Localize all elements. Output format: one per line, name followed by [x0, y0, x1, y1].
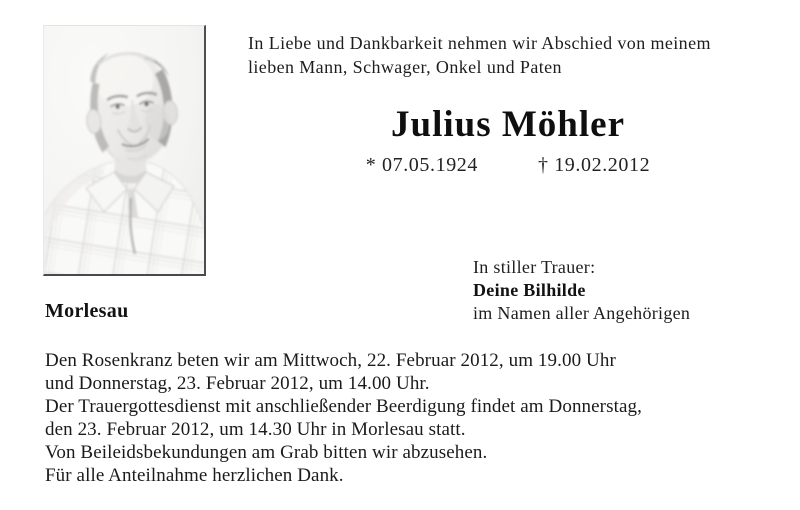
schedule-text: [45, 349, 642, 487]
mourning-heading: In stiller Trauer:: [473, 257, 596, 277]
place-name: Morlesau: [45, 300, 129, 322]
schedule-line-4: den 23. Februar 2012, um 14.30 Uhr in Morlesau statt.: [45, 419, 466, 440]
mourner-name: Deine Bilhilde: [473, 280, 586, 300]
mourning-suffix: im Namen aller Angehörigen: [473, 303, 691, 323]
schedule-line-6: Für alle Anteilnahme herzlichen Dank.: [45, 465, 344, 486]
schedule-line-5: Von Beileidsbekundungen am Grab bitten wir abzusehen.: [45, 442, 488, 463]
schedule-line-3: Der Trauergottesdienst mit anschließender Beerdigung findet am Donnerstag,: [45, 396, 642, 417]
life-dates: [248, 154, 768, 177]
portrait-photo-illustration: [44, 26, 204, 274]
schedule-line-2: und Donnerstag, 23. Februar 2012, um 14.00 Uhr.: [45, 373, 430, 394]
portrait-photo: [43, 25, 206, 276]
mourning-block: [473, 256, 690, 325]
intro-line-2: lieben Mann, Schwager, Onkel und Paten: [248, 57, 562, 77]
intro-text: [248, 31, 711, 79]
birth-date: * 07.05.1924: [365, 154, 478, 176]
schedule-line-1: Den Rosenkranz beten wir am Mittwoch, 22. Februar 2012, um 19.00 Uhr: [45, 350, 616, 371]
deceased-name: Julius Möhler: [391, 104, 625, 145]
death-date: † 19.02.2012: [538, 154, 651, 176]
intro-line-1: In Liebe und Dankbarkeit nehmen wir Abschied von meinem: [248, 33, 711, 53]
